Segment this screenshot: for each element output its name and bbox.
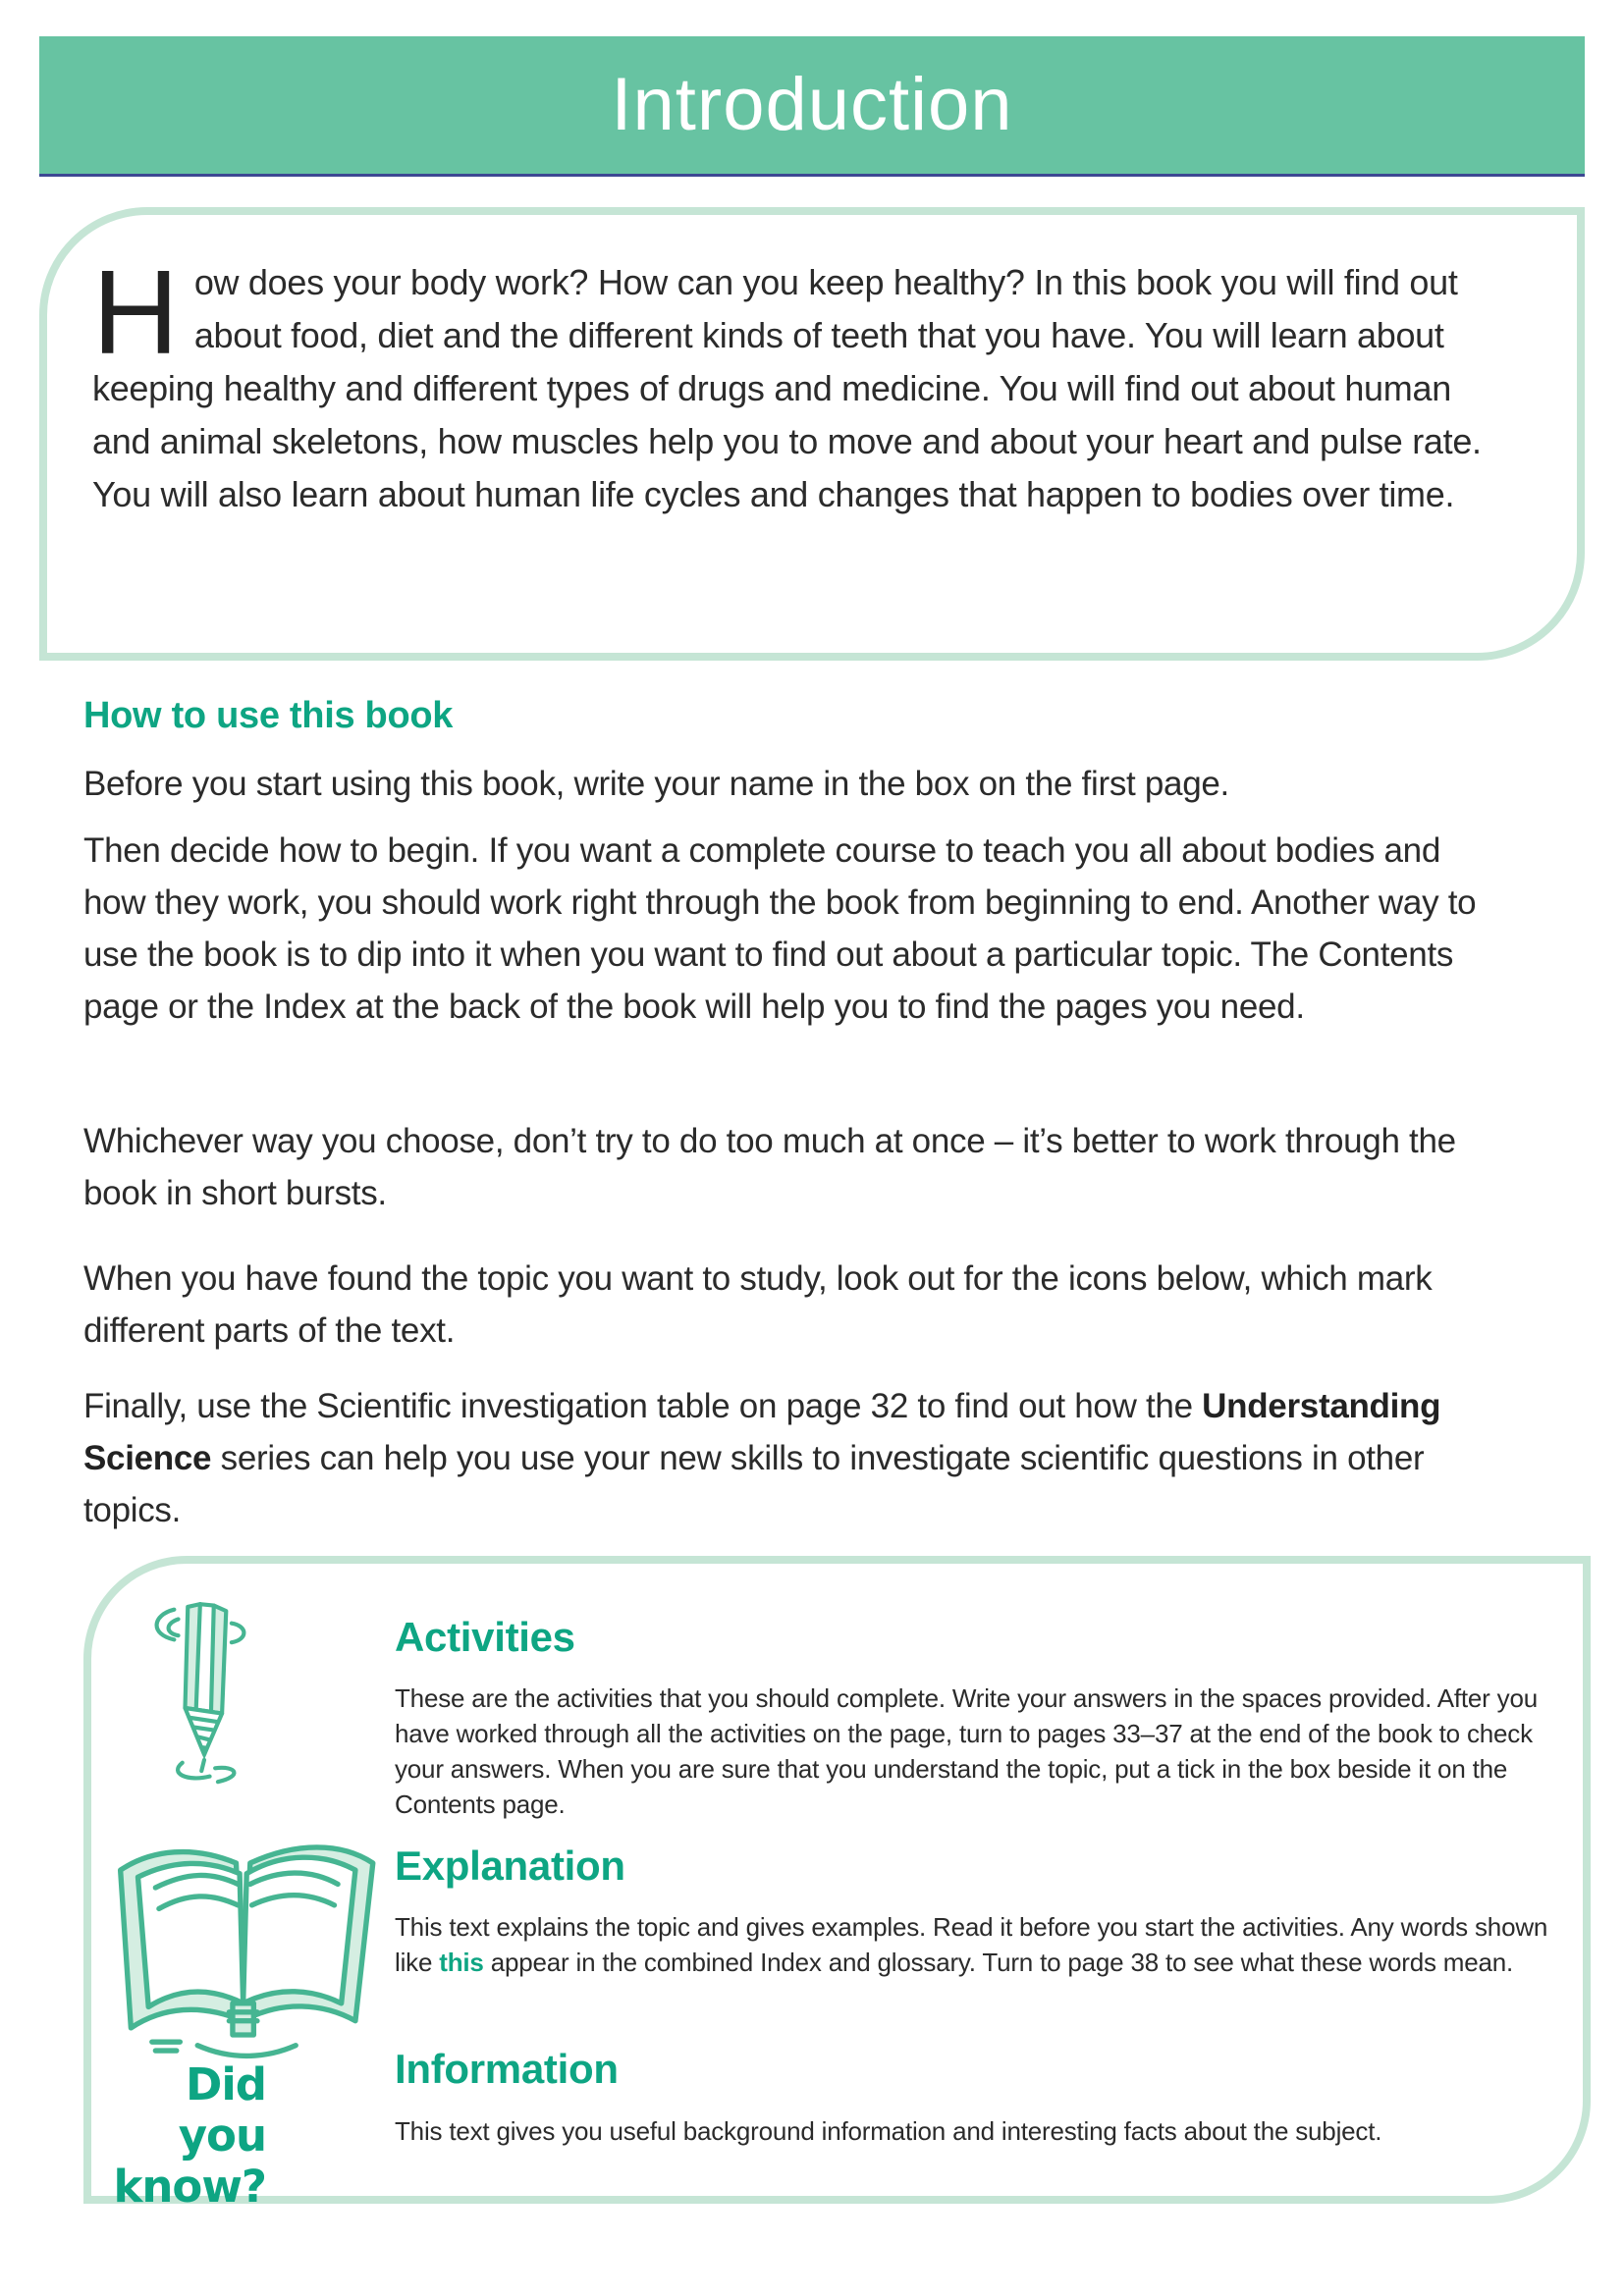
intro-paragraph <box>92 245 1518 521</box>
how-to-use-heading: How to use this book <box>83 695 454 736</box>
paragraph-whichever-way: Whichever way you choose, don’t try to do too much at once – it’s better to work through the book in short bursts. <box>83 1122 1456 1212</box>
intro-paragraph-text: ow does your body work? How can you keep healthy? In this book you will find out about food, diet and the different kinds of teeth that you have. You will learn about keeping healthy and different types of drugs and medicine. You will find out about human and animal skeletons, how muscles help you to move and about your heart and pulse rate. You will also learn about human life cycles and changes that happen to bodies over time. <box>92 262 1482 514</box>
explanation-heading: Explanation <box>395 1842 625 1889</box>
explanation-text-before: This text explains the topic and gives examples. Read it before you start the activities. Any words shown like <box>395 1912 1548 1977</box>
paragraph-finally-after: series can help you use your new skills to investigate scientific questions in other topics. <box>83 1439 1425 1529</box>
series-name: Understanding Science <box>83 1387 1441 1477</box>
explanation-text-after: appear in the combined Index and glossary. Turn to page 38 to see what these words mean. <box>483 1948 1514 1977</box>
open-book-icon <box>96 1814 401 2059</box>
pencil-icon <box>121 1593 288 1785</box>
activities-heading: Activities <box>395 1614 575 1660</box>
paragraph-look-for-icons: When you have found the topic you want to study, look out for the icons below, which mark different parts of the text. <box>83 1259 1433 1350</box>
paragraph-write-name: Before you start using this book, write your name in the box on the first page. <box>83 765 1229 803</box>
drop-cap: H <box>92 245 179 379</box>
intro-box <box>39 207 1585 661</box>
icon-legend-box <box>83 1556 1591 2213</box>
paragraph-finally-table <box>83 1380 1488 1536</box>
information-text: This text gives you useful background information and interesting facts about the subject. <box>395 2116 1382 2146</box>
information-heading: Information <box>395 2046 619 2092</box>
did-you-know-line2: know? <box>113 2161 266 2213</box>
paragraph-finally-before: Finally, use the Scientific investigation table on page 32 to find out how the <box>83 1387 1203 1425</box>
explanation-text <box>395 1909 1558 1980</box>
paragraph-decide-how-to-begin: Then decide how to begin. If you want a complete course to teach you all about bodies and how they work, you should work right through the book from beginning to end. Another way to use the book is to dip into it when you want to find out about a particular topic. The Contents page or the Index at the back of the book will help you to find the pages you need. <box>83 831 1477 1026</box>
did-you-know-line1: Did you <box>178 2058 266 2162</box>
did-you-know-icon <box>99 2059 266 2213</box>
page-title: Introduction <box>611 63 1013 146</box>
activities-text: These are the activities that you should complete. Write your answers in the spaces provided. After you have worked through all the activities on the page, turn to pages 33–37 at the end of the book to check your answers. When you are sure that you understand the topic, put a tick in the box beside it on the Contents page. <box>395 1683 1538 1819</box>
glossary-word-example: this <box>439 1948 484 1977</box>
chapter-banner <box>39 36 1585 177</box>
